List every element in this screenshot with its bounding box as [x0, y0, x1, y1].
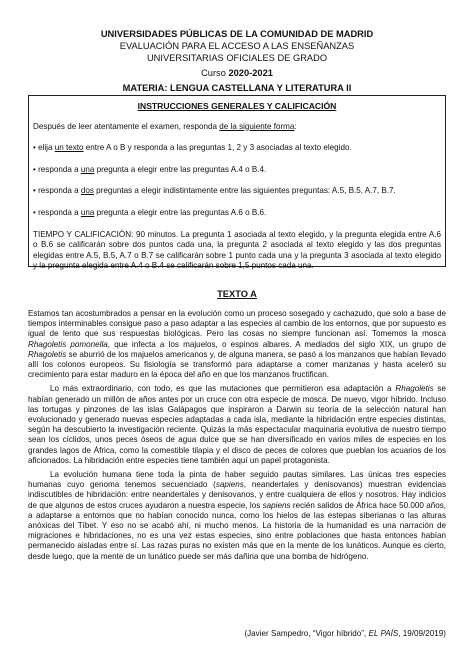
item1-text: • elija — [33, 143, 55, 153]
citation — [28, 629, 446, 638]
item1-underlined: un texto — [54, 143, 84, 153]
exam-title-line1: EVALUACIÓN PARA EL ACCESO A LAS ENSEÑANZAS — [119, 41, 355, 51]
item2-underlined: una — [80, 164, 95, 174]
item2-rest: pregunta a elegir entre las preguntas A.4 o B.4. — [94, 164, 267, 174]
p1-genus-name: Rhagoletis — [28, 349, 67, 359]
item2-text: • responda a — [33, 164, 81, 174]
instruction-item-3 — [33, 186, 441, 197]
instruction-item-1 — [33, 143, 441, 154]
p1-part-b: , que infecta a los majuelos, o espinos albares. A mediados del siglo XIX, un grupo de — [107, 339, 446, 349]
p3-part-c: recién salidos de África hace 50.000 años, a adaptarse a entornos que no habían conocido nunca, como los hielos de las estepas siberianas o las alturas anóxicas del Tíbet. Y eso no se acabó ahí, ni mucho menos. La historia de la humanidad es una narración de migraciones e hibridaciones, no es una vez estas especies, sino entre poblaciones que hasta entonces habían permanecido aisladas entre sí. Las razas puras no existen más que en la mente de los lunáticos. Aunque es cierto, desde luego, que la mente de un lunático puede ser más dañina que una bomba de hidrógeno. — [28, 500, 447, 561]
paragraph-2 — [28, 384, 446, 466]
p3-part-b: , neandertales y denisovanos) muestran evidencias indiscutibles de hibridación: entre neandertales y denisovanos, y entre cualquiera de ellos y nosotros. Hay indicios de que algunos de estos cruces ayudaron a nuestra especie, los — [28, 480, 447, 510]
course-value: 2020-2021 — [228, 68, 273, 78]
instructions-box — [28, 95, 446, 271]
item3-underlined: dos — [80, 186, 94, 196]
course-label: Curso — [201, 68, 229, 78]
citation-source: EL PAÍS — [368, 629, 399, 638]
intro-text: Después de leer atentamente el examen, responda — [33, 121, 220, 131]
p1-part-c: se aburrió de los majuelos americanos y, de alguna manera, se pasó a los manzanos que habían llevado allí los colonos europeos. Su fisiología se transformó para adaptarse a comer manzanas y hasta aceleró su crecimiento para estar maduro en la época del año en que los manzanos fructifican. — [28, 349, 446, 380]
item4-text: • responda a — [33, 207, 81, 217]
instructions-intro — [33, 122, 441, 133]
item1-rest: entre A o B y responda a las preguntas 1, 2 y 3 asociadas al texto elegido. — [83, 143, 352, 153]
p3-part-a: La evolución humana tiene toda la pinta de haber seguido pautas similares. Las únicas tres especies humanas cuyo genoma tenemos secuenciado ( — [28, 470, 446, 490]
exam-title-line2: UNIVERSITARIAS OFICIALES DE GRADO — [146, 53, 328, 63]
p3-sapiens-2: sapiens — [262, 500, 291, 510]
instructions-title: INSTRUCCIONES GENERALES Y CALIFICACIÓN — [137, 101, 337, 111]
grading-paragraph: TIEMPO Y CALIFICACIÓN: 90 minutos. La pregunta 1 asociada al texto elegido, y la pregunta elegida entre A.6 o B.6 se calificarán sobre dos puntos cada una, la pregunta 2 asociada al texto elegido y las dos preguntas elegidas entre A.5, B.5, A.7 o B.7 se calificarán sobre 1 punto cada una y la pregunta 3 asociada al texto elegido y la pregunta elegida entre A.4 o B.4 se calificarán sobre 1,5 puntos cada una. — [33, 229, 441, 271]
text-title: TEXTO A — [217, 289, 257, 299]
p1-species-name: Rhagoletis pomonella — [28, 339, 108, 349]
p2-part-b: se habían generado un millón de años antes por un cruce con otra especie de mosca. De nuevo, vigor híbrido. Incluso las tortugas y pinzones de las islas Galápagos que inspiraron a Darwin su teoría de la selección natural han evolucionado y generado nuevas especies adaptadas a cada isla, mediante la hibridación entre especies distintas, según ha descubierto la investigación reciente. Quizás la más espectacular maquinaria evolutiva de nuestro tiempo sean los cíclidos, unos peces óseos de agua dulce que se han diversificado en varios miles de especies en los grandes lagos de África, como la comestible tilapia y el disco de peces de colores que pueblan los acuarios de los aficionados. La hibridación entre especies tiene también aquí un papel protagonista. — [28, 384, 446, 465]
exam-header — [0, 28, 474, 94]
intro-end: : — [294, 121, 297, 131]
citation-author: (Javier Sampedro, “Vigor híbrido”, — [244, 629, 369, 638]
subject-title: MATERIA: LENGUA CASTELLANA Y LITERATURA II — [122, 83, 352, 93]
instruction-item-2 — [33, 165, 441, 176]
item4-rest: pregunta a elegir entre las preguntas A.6 o B.6. — [94, 207, 267, 217]
intro-underlined: de la siguiente forma — [219, 121, 295, 131]
p2-genus-name: Rhagoletis — [395, 384, 434, 394]
item3-rest: preguntas a elegir indistintamente entre las siguientes preguntas: A.5, B.5, A.7, B.7. — [93, 186, 396, 196]
course-line — [0, 67, 474, 79]
text-body — [28, 309, 446, 566]
p3-sapiens-1: sapiens — [215, 480, 244, 490]
paragraph-1 — [28, 309, 446, 380]
citation-date: , 19/09/2019) — [398, 629, 446, 638]
item3-text: • responda a — [33, 186, 81, 196]
university-title: UNIVERSIDADES PÚBLICAS DE LA COMUNIDAD DE MADRID — [100, 29, 374, 39]
p1-part-a: Estamos tan acostumbrados a pensar en la evolución como un proceso sosegado y cachazudo, que solo a base de tiempos interminables consigue paso a paso adaptar a las especies al cambio de los entornos, que por supuesto es igual de lento que sus respuestas biológicas. Pero las cosas no siempre funcionan así. Tomemos la mosca — [28, 309, 446, 339]
p2-part-a: Lo más extraordinario, con todo, es que las mutaciones que permitieron esa adaptación a — [50, 384, 396, 394]
item4-underlined: una — [80, 207, 95, 217]
instruction-item-4 — [33, 208, 441, 219]
paragraph-3 — [28, 470, 446, 562]
